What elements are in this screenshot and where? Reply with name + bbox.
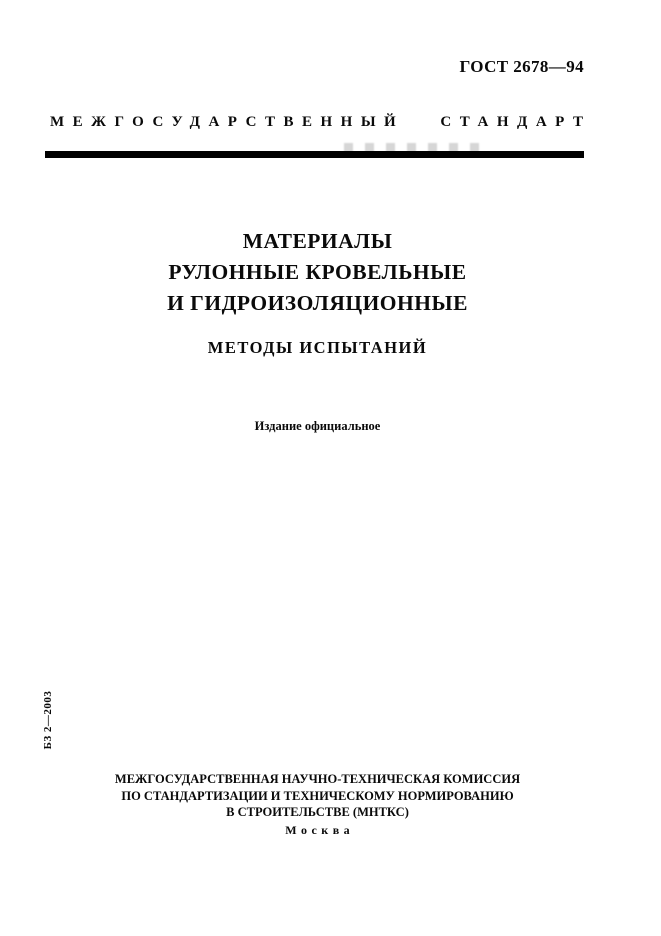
header-rule (45, 151, 584, 158)
publisher-line: ПО СТАНДАРТИЗАЦИИ И ТЕХНИЧЕСКОМУ НОРМИРОВАНИЮ (121, 788, 514, 803)
title-line: РУЛОННЫЕ КРОВЕЛЬНЫЕ (168, 260, 467, 284)
standard-type-header (50, 114, 592, 131)
document-title (45, 226, 590, 319)
header-word-first: МЕЖГОСУДАРСТВЕННЫЙ (50, 114, 405, 130)
title-line: И ГИДРОИЗОЛЯЦИОННЫЕ (167, 291, 468, 315)
publisher-line: В СТРОИТЕЛЬСТВЕ (МНТКС) (226, 805, 409, 819)
publisher-block (45, 771, 590, 838)
publisher-city: Москва (285, 822, 355, 837)
title-line: МАТЕРИАЛЫ (242, 229, 393, 253)
registry-side-mark: БЗ 2—2003 (42, 690, 54, 750)
header-word-second: СТАНДАРТ (440, 114, 592, 130)
edition-note: Издание официальное (254, 419, 381, 433)
document-subtitle: МЕТОДЫ ИСПЫТАНИЙ (207, 338, 428, 357)
publisher-line: МЕЖГОСУДАРСТВЕННАЯ НАУЧНО-ТЕХНИЧЕСКАЯ КОМИССИЯ (114, 772, 521, 786)
standard-number: ГОСТ 2678—94 (459, 57, 584, 76)
